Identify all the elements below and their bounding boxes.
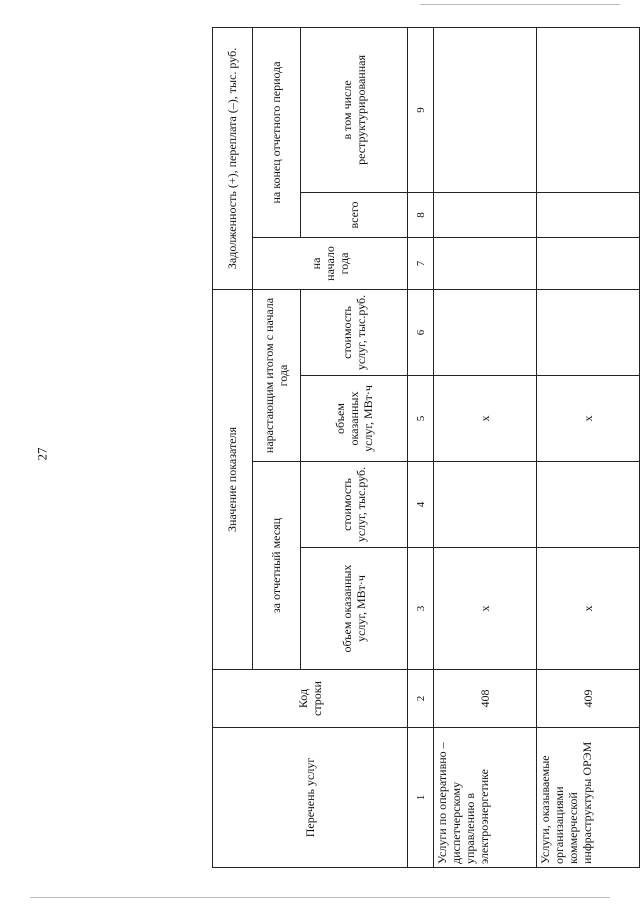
row-code: 409 — [537, 670, 640, 728]
volume-month-cell: x — [537, 548, 640, 670]
page-number: 27 — [34, 447, 50, 461]
column-number: 6 — [408, 289, 434, 375]
column-number: 4 — [408, 462, 434, 548]
cost-month-cell — [434, 462, 537, 548]
service-name: Услуги, оказываемые организациями коммерческой инфраструктуры ОРЭМ — [537, 728, 640, 868]
cost-month-cell — [537, 462, 640, 548]
debt-end-total-cell — [434, 192, 537, 237]
debt-end-restructured-cell — [537, 27, 640, 192]
column-number: 9 — [408, 27, 434, 192]
table-row — [434, 27, 537, 867]
header-cumulative: нарастающим итогом с начала года — [252, 289, 300, 461]
service-name: Услуги по оперативно – диспетчерскому управлению в электроэнергетике — [434, 728, 537, 868]
debt-start-cell — [434, 237, 537, 289]
table-row — [537, 27, 640, 867]
column-number-row — [408, 27, 434, 867]
header-debt-end: на конец отчетного периода — [252, 27, 300, 237]
rotated-table-wrapper — [212, 28, 640, 868]
debt-end-total-cell — [537, 192, 640, 237]
column-number: 1 — [408, 728, 434, 868]
debt-start-cell — [537, 237, 640, 289]
header-indicator-value: Значение показателя — [213, 289, 253, 669]
column-number: 7 — [408, 237, 434, 289]
volume-month-cell: x — [434, 548, 537, 670]
header-cost-month: стоимость услуг, тыс.руб. — [300, 462, 408, 548]
header-reporting-month: за отчетный месяц — [252, 462, 300, 670]
header-debt-start: на начало года — [252, 237, 407, 289]
header-debt: Задолженность (+), переплата (–), тыс. руб. — [213, 27, 253, 289]
volume-year-cell: x — [537, 376, 640, 462]
column-number: 2 — [408, 670, 434, 728]
header-debt-end-restructured: в том числе реструктурированная — [300, 27, 408, 192]
cost-year-cell — [434, 289, 537, 375]
scan-artifact-top — [420, 4, 620, 5]
column-number: 5 — [408, 376, 434, 462]
volume-year-cell: x — [434, 376, 537, 462]
scan-artifact-bottom — [30, 897, 610, 898]
row-code: 408 — [434, 670, 537, 728]
services-table — [212, 27, 640, 868]
header-row-code: Код строки — [213, 670, 408, 728]
header-volume-month: объем оказанных услуг, МВт·ч — [300, 548, 408, 670]
header-cost-cumulative: стоимость услуг, тыс.руб. — [300, 289, 408, 375]
column-number: 3 — [408, 548, 434, 670]
header-volume-cumulative: объем оказанных услуг, МВт·ч — [300, 376, 408, 462]
header-services-list: Перечень услуг — [213, 728, 408, 868]
header-debt-end-total: всего — [300, 192, 408, 237]
debt-end-restructured-cell — [434, 27, 537, 192]
cost-year-cell — [537, 289, 640, 375]
column-number: 8 — [408, 192, 434, 237]
